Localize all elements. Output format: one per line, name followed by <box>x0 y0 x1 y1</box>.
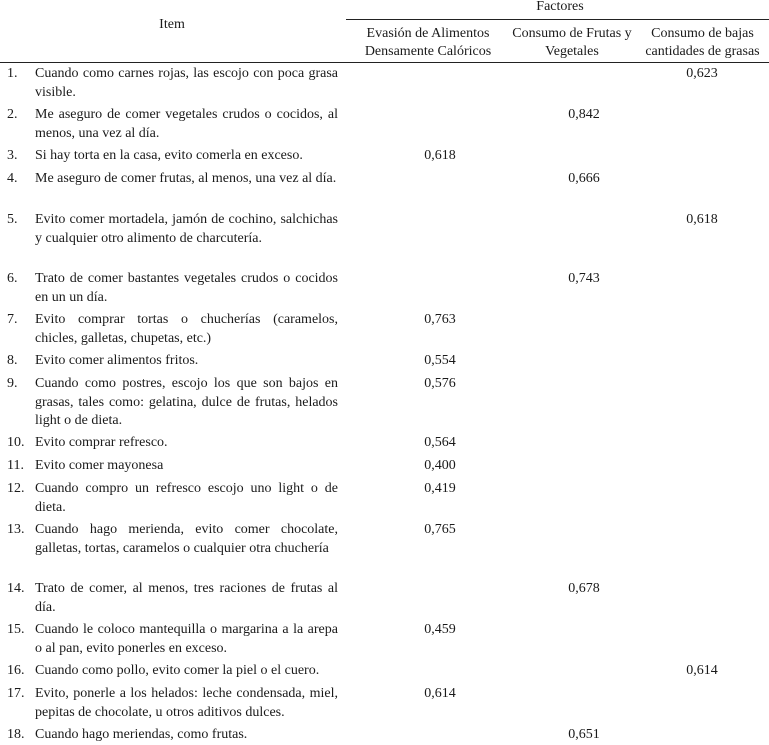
row-number: 7. <box>7 312 18 327</box>
factor-loading-f1: 0,576 <box>424 376 456 391</box>
row-item-text: Cuando compro un refresco escojo uno light o de dieta. <box>35 481 338 515</box>
factor-loading-f2: 0,842 <box>568 107 600 122</box>
row-number: 1. <box>7 66 18 81</box>
row-item-text: Cuando como pollo, evito comer la piel o el cuero. <box>35 663 320 678</box>
row-number: 3. <box>7 148 18 163</box>
row-item-text: Evito comer alimentos fritos. <box>35 353 199 368</box>
factor-loading-f2: 0,743 <box>568 271 600 286</box>
row-item-text: Evito comprar refresco. <box>35 435 168 450</box>
row-item-text: Cuando como carnes rojas, las escojo con poca grasa visible. <box>35 66 338 100</box>
row-number: 4. <box>7 171 18 186</box>
row-number: 13. <box>7 522 25 537</box>
row-number: 8. <box>7 353 18 368</box>
row-item-text: Si hay torta en la casa, evito comerla en exceso. <box>35 148 303 163</box>
row-item-text: Trato de comer bastantes vegetales crudos o cocidos en un un día. <box>35 271 338 305</box>
row-item-text: Me aseguro de comer frutas, al menos, una vez al día. <box>35 171 337 186</box>
row-item-text: Cuando como postres, escojo los que son bajos en grasas, tales como: gelatina, dulce de frutas, helados light o de dieta. <box>35 376 338 428</box>
factor-loading-f1: 0,618 <box>424 148 456 163</box>
row-item-text: Evito, ponerle a los helados: leche condensada, miel, pepitas de chocolate, u otros aditivos dulces. <box>35 686 338 720</box>
row-number: 9. <box>7 376 18 391</box>
row-item-text: Me aseguro de comer vegetales crudos o cocidos, al menos, una vez al día. <box>35 107 338 141</box>
factor-loading-f1: 0,564 <box>424 435 456 450</box>
factor-loading-f1: 0,765 <box>424 522 456 537</box>
row-number: 15. <box>7 622 25 637</box>
factor-loading-f3: 0,614 <box>686 663 718 678</box>
row-number: 16. <box>7 663 25 678</box>
header-bottom-rule <box>0 62 769 63</box>
row-item-text: Evito comprar tortas o chucherías (caramelos, chicles, galletas, chupetas, etc.) <box>35 312 338 346</box>
factor-loading-f1: 0,614 <box>424 686 456 701</box>
row-number: 18. <box>7 727 25 742</box>
factor-loading-f2: 0,678 <box>568 581 600 596</box>
factor-loading-f1: 0,459 <box>424 622 456 637</box>
row-number: 5. <box>7 212 18 227</box>
column-header-factor-3: Consumo de bajas cantidades de grasas <box>645 26 760 59</box>
row-number: 14. <box>7 581 25 596</box>
row-number: 10. <box>7 435 25 450</box>
row-number: 17. <box>7 686 25 701</box>
row-item-text: Evito comer mortadela, jamón de cochino, salchichas y cualquier otro alimento de charcutería. <box>35 212 338 246</box>
factor-loading-f2: 0,666 <box>568 171 600 186</box>
factor-loading-f2: 0,651 <box>568 727 600 742</box>
row-number: 11. <box>7 458 24 473</box>
column-header-factor-1: Evasión de Alimentos Densamente Calóricos <box>364 26 492 59</box>
row-item-text: Evito comer mayonesa <box>35 458 164 473</box>
factor-loading-f1: 0,554 <box>424 353 456 368</box>
row-item-text: Cuando le coloco mantequilla o margarina a la arepa o al pan, evito ponerles en exceso. <box>35 622 338 656</box>
row-number: 6. <box>7 271 18 286</box>
factores-rule <box>346 19 769 20</box>
row-item-text: Trato de comer, al menos, tres raciones de frutas al día. <box>35 581 338 615</box>
factor-loading-f1: 0,419 <box>424 481 456 496</box>
column-header-factores: Factores <box>536 0 584 14</box>
row-number: 12. <box>7 481 25 496</box>
column-header-factor-2: Consumo de Frutas y Vegetales <box>512 26 632 59</box>
factor-loading-f3: 0,618 <box>686 212 718 227</box>
row-item-text: Cuando hago merienda, evito comer chocolate, galletas, tortas, caramelos o cualquier otra chuchería <box>35 522 338 556</box>
factor-loading-f1: 0,763 <box>424 312 456 327</box>
row-number: 2. <box>7 107 18 122</box>
factor-loading-f1: 0,400 <box>424 458 456 473</box>
column-header-item: Item <box>159 17 185 32</box>
row-item-text: Cuando hago meriendas, como frutas. <box>35 727 248 742</box>
factor-loading-f3: 0,623 <box>686 66 718 81</box>
